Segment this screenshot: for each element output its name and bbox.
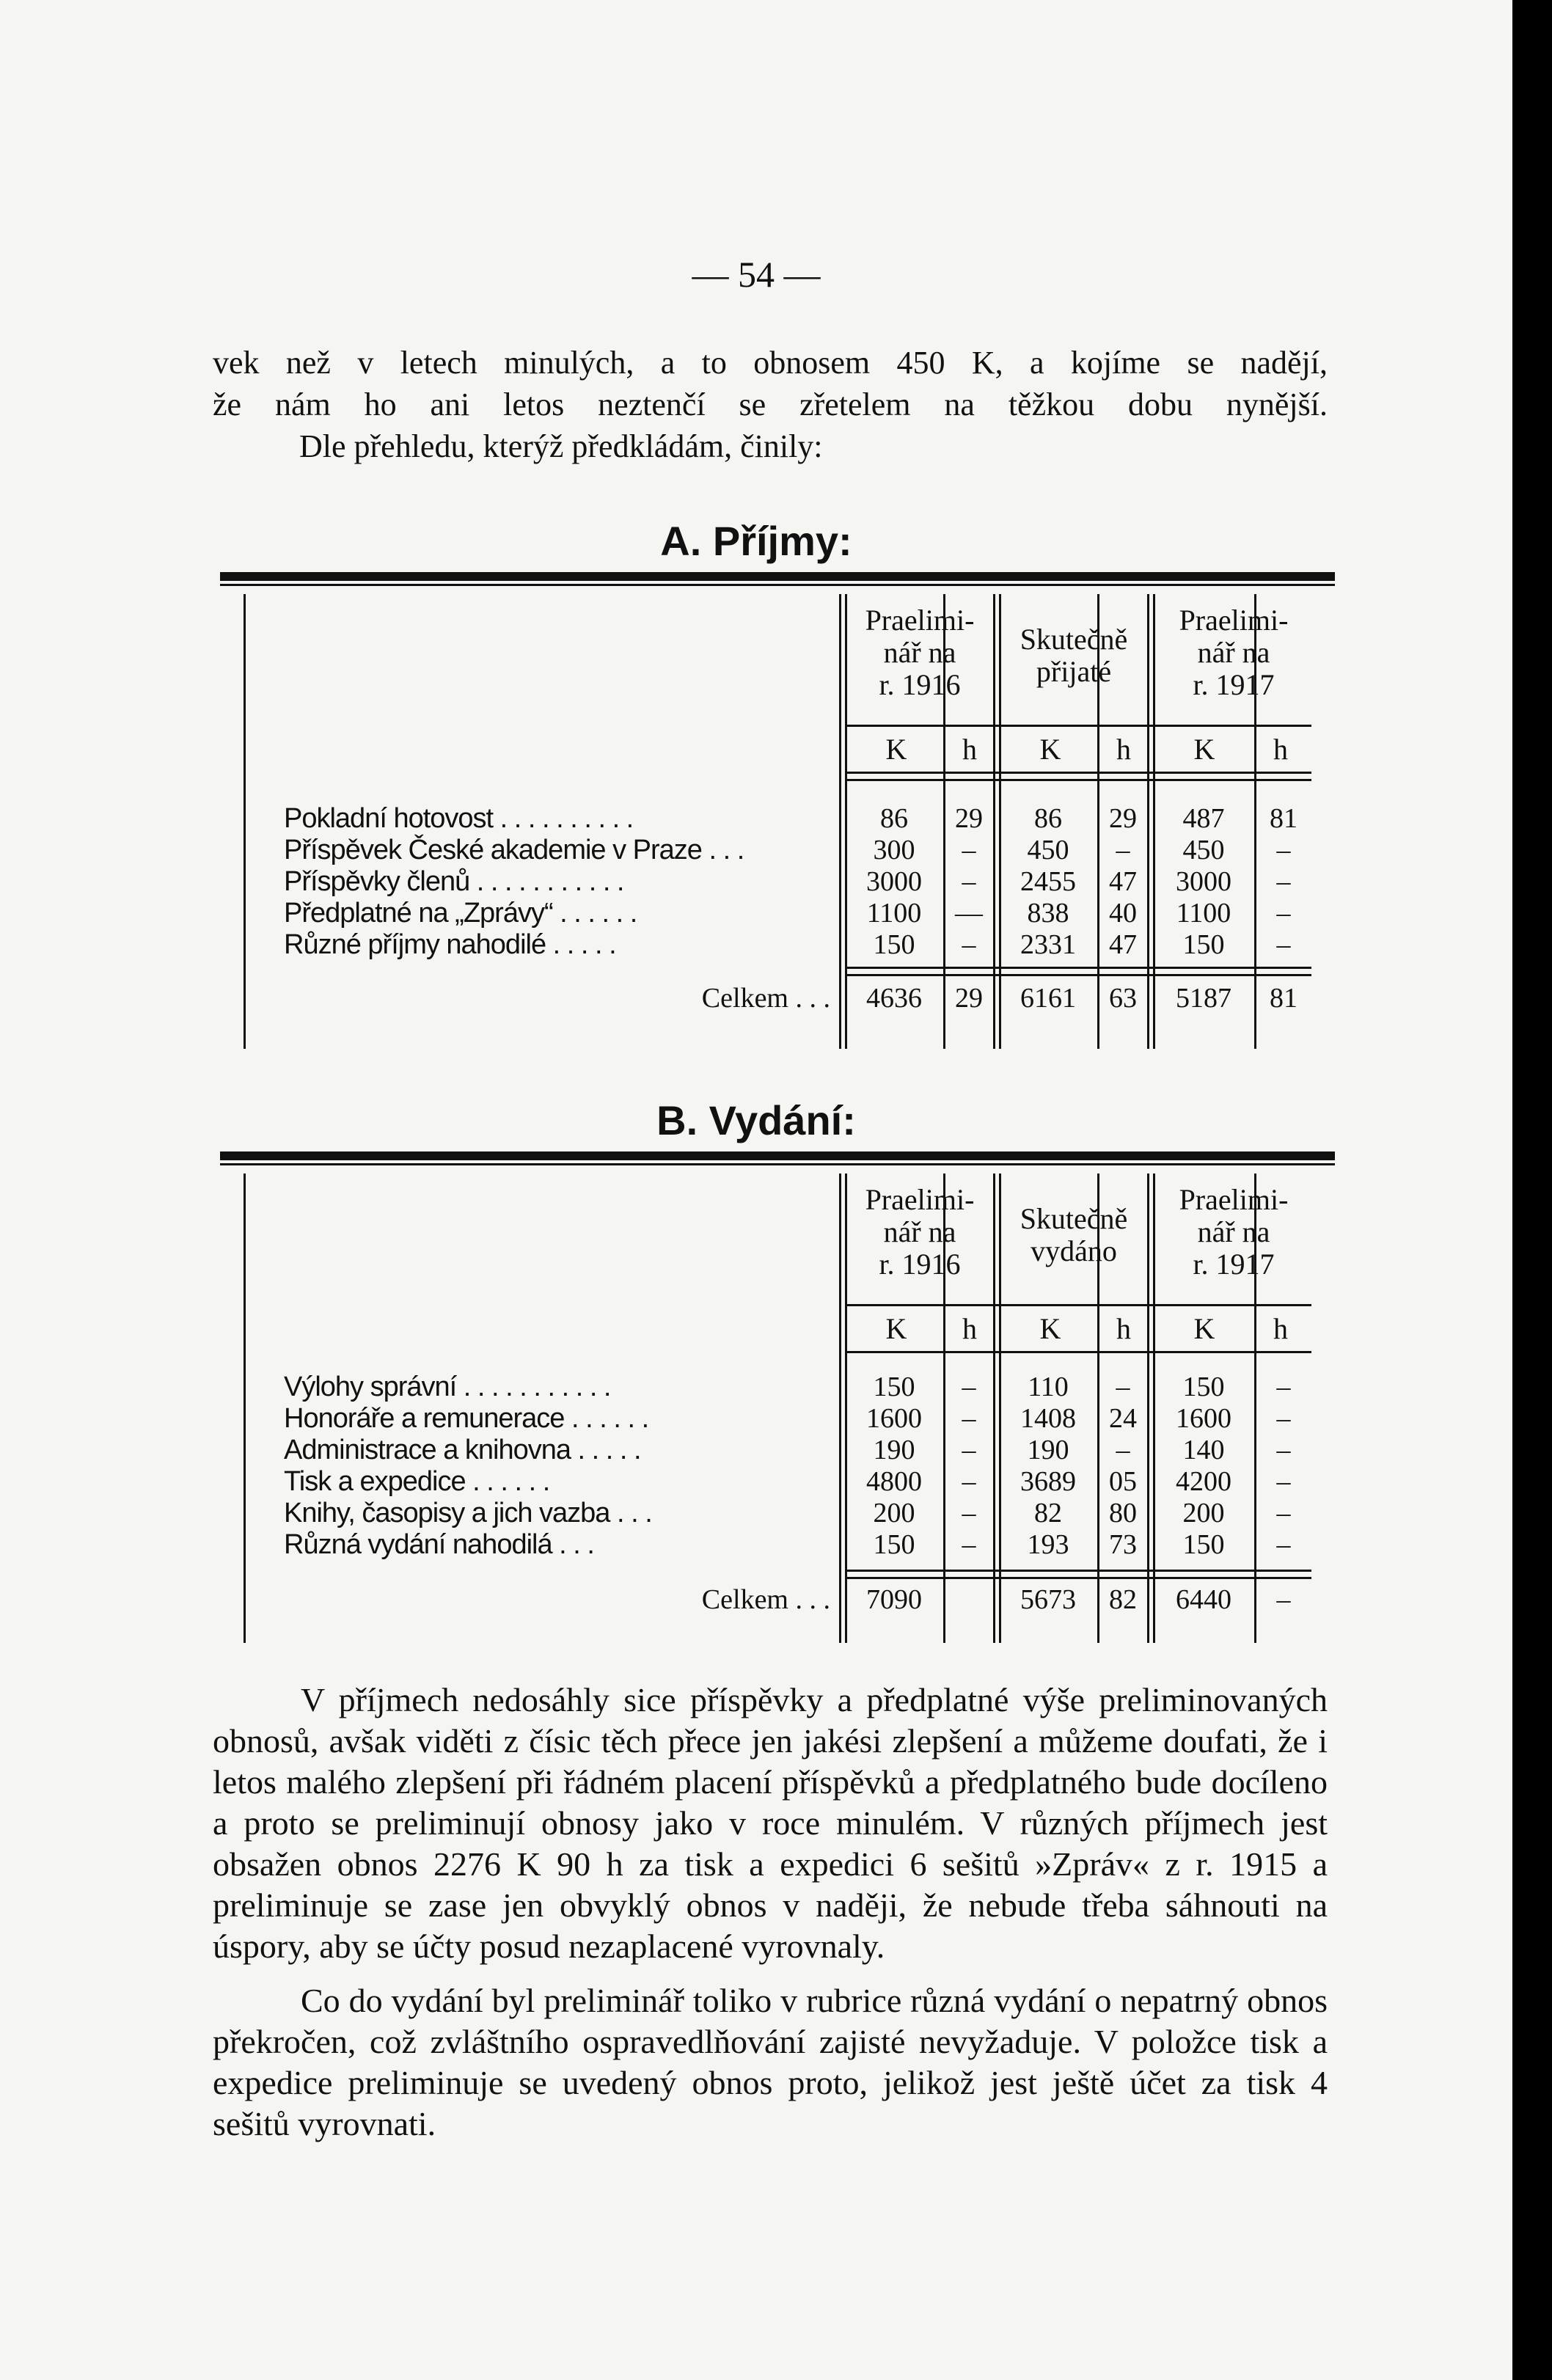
income-sub-h1: h [962,733,977,766]
expense-cell: – [962,1372,976,1402]
income-cell: — [955,898,983,929]
income-cell: 487 [1182,803,1225,834]
expense-sub-h2: h [1116,1312,1131,1345]
expense-cell: – [1116,1372,1130,1402]
expense-cell: – [962,1498,976,1528]
expense-row-label: Výlohy správní . . . . . . . . . . . [284,1372,611,1402]
expense-cell: – [1276,1466,1291,1497]
expense-cell: 1600 [1176,1403,1231,1434]
section-b-top-rule [220,1151,1335,1160]
expense-cell: 82 [1034,1498,1062,1528]
income-row [244,929,1311,961]
income-cell: 29 [1109,803,1137,834]
income-sub-k1: K [885,733,907,766]
income-cell: 450 [1182,835,1225,865]
expense-cell: – [962,1403,976,1434]
income-total-cell: 4636 [866,983,922,1014]
income-cell: 1100 [1176,898,1231,929]
intro-text [213,342,1328,467]
expense-row-label: Administrace a knihovna . . . . . [284,1435,641,1465]
income-cell: 450 [1027,835,1069,865]
income-row [244,866,1311,898]
expense-row-label: Různá vydání nahodilá . . . [284,1529,594,1560]
expense-row [244,1466,1311,1498]
expense-cell: 05 [1109,1466,1137,1497]
expense-sub-h1: h [962,1312,977,1345]
expense-total-label: Celkem . . . [701,1584,830,1615]
expense-row [244,1435,1311,1466]
expense-cell: – [962,1466,976,1497]
income-cell: 2455 [1020,866,1076,897]
expense-col-prelim-1916: Praelimi- nář na r. 1916 [865,1183,975,1281]
expense-cell: 4800 [866,1466,922,1497]
income-cell: – [1116,835,1130,865]
expense-cell: 150 [1182,1372,1225,1402]
income-row-label: Příspěvek České akademie v Praze . . . [284,835,744,865]
income-row [244,898,1311,929]
section-a-top-rule [220,572,1335,581]
income-total-row [244,983,1311,1014]
income-cell: – [962,866,976,897]
intro-line-2: že nám ho ani letos neztenčí se zřetelem na těžkou dobu nynější. [213,387,1328,422]
income-cell: – [1276,929,1291,960]
expense-total-cell: 82 [1109,1584,1137,1615]
income-cell: 838 [1027,898,1069,929]
income-row-label: Předplatné na „Zprávy“ . . . . . . [284,898,637,929]
section-b-top-rule-thin [220,1163,1335,1165]
body-text [213,1680,1328,2158]
income-col-prelim-1916: Praelimi- nář na r. 1916 [865,604,975,701]
income-table [244,594,1311,1049]
expense-cell: – [1116,1435,1130,1465]
expense-cell: – [1276,1529,1291,1560]
expense-row-label: Knihy, časopisy a jich vazba . . . [284,1498,652,1528]
expense-sub-h3: h [1273,1312,1288,1345]
income-cell: 29 [955,803,983,834]
income-col-actual: Skutečně přijaté [1020,623,1128,688]
expense-cell: 200 [873,1498,915,1528]
expense-cell: – [962,1529,976,1560]
section-b-title: B. Vydání: [656,1097,856,1143]
expense-col-actual: Skutečně vydáno [1020,1202,1128,1267]
expense-col-prelim-1917: Praelimi- nář na r. 1917 [1179,1183,1289,1281]
income-cell: 150 [1182,929,1225,960]
income-total-label: Celkem . . . [701,983,830,1014]
income-cell: 81 [1270,803,1297,834]
expense-cell: – [962,1435,976,1465]
income-sub-h3: h [1273,733,1288,766]
expense-total-cell: 7090 [866,1584,922,1615]
income-total-cell: 63 [1109,983,1137,1014]
expense-row-label: Honoráře a remunerace . . . . . . [284,1403,649,1434]
section-a-title: A. Příjmy: [660,518,852,564]
expense-sub-k3: K [1193,1312,1215,1345]
income-row-label: Pokladní hotovost . . . . . . . . . . [284,803,634,834]
expense-cell: 150 [873,1372,915,1402]
income-row-label: Příspěvky členů . . . . . . . . . . . [284,866,624,897]
income-cell: 300 [873,835,915,865]
expense-cell: – [1276,1372,1291,1402]
expense-cell: 1600 [866,1403,922,1434]
expense-cell: 3689 [1020,1466,1076,1497]
expense-table [244,1173,1311,1643]
income-cell: 150 [873,929,915,960]
expense-cell: 150 [873,1529,915,1560]
expense-total-cell: – [1276,1584,1291,1615]
income-cell: 40 [1109,898,1137,929]
income-total-cell: 6161 [1020,983,1076,1014]
income-cell: 47 [1109,866,1137,897]
section-a-top-rule-thin [220,584,1335,586]
income-cell: – [1276,898,1291,929]
expense-cell: 193 [1027,1529,1069,1560]
income-row-label: Různé příjmy nahodilé . . . . . [284,929,616,960]
income-row [244,803,1311,835]
expense-row [244,1529,1311,1561]
income-sub-k2: K [1039,733,1061,766]
intro-line-1: vek než v letech minulých, a to obnosem 450 K, a kojíme se nadějí, [213,345,1328,381]
expense-total-cell: 6440 [1176,1584,1231,1615]
expense-cell: 140 [1182,1435,1225,1465]
expense-total-cell: 5673 [1020,1584,1076,1615]
expense-total-row [244,1584,1311,1616]
expense-cell: 190 [1027,1435,1069,1465]
paragraph-2: Co do vydání byl preliminář toliko v rubrice různá vydání o nepatrný obnos překročen, což zvláštního ospravedlňování zajisté nevyžaduje. V položce tisk a expedice preliminuje se uvedený obnos proto, jelikož jest ještě účet za tisk 4 sešitů vyrovnati. [213,1982,1328,2142]
expense-cell: 24 [1109,1403,1137,1434]
expense-row [244,1403,1311,1435]
expense-cell: 1408 [1020,1403,1076,1434]
expense-cell: 190 [873,1435,915,1465]
expense-cell: 150 [1182,1529,1225,1560]
paragraph-1: V příjmech nedosáhly sice příspěvky a předplatné výše preliminovaných obnosů, avšak viděti z čísic těch přece jen jakési zlepšení a můžeme doufati, že i letos malého zlepšení při řádném placení příspěvků a předplatného bude docíleno a proto se preliminují obnosy jako v roce minulém. V různých příjmech jest obsažen obnos 2276 K 90 h za tisk a expedici 6 sešitů »Zpráv« z r. 1915 a preliminuje se zase jen obvyklý obnos v naději, že nebude třeba sáhnouti na úspory, aby se účty posud nezaplacené vyrovnaly. [213,1681,1328,1965]
expense-cell: 200 [1182,1498,1225,1528]
page-number: — 54 — [692,254,821,295]
expense-cell: 110 [1028,1372,1069,1402]
income-cell: 3000 [1176,866,1231,897]
expense-cell: 80 [1109,1498,1137,1528]
expense-sub-k1: K [885,1312,907,1345]
intro-line-3: Dle přehledu, kterýž předkládám, činily: [299,428,823,464]
income-cell: 86 [1034,803,1062,834]
income-cell: – [1276,866,1291,897]
income-cell: 47 [1109,929,1137,960]
expense-cell: – [1276,1403,1291,1434]
income-cell: 86 [880,803,908,834]
expense-row [244,1372,1311,1403]
expense-cell: – [1276,1435,1291,1465]
expense-cell: 4200 [1176,1466,1231,1497]
income-row [244,835,1311,866]
income-cell: – [1276,835,1291,865]
expense-row [244,1498,1311,1529]
income-cell: 2331 [1020,929,1076,960]
income-sub-k3: K [1193,733,1215,766]
income-cell: – [962,835,976,865]
income-cell: 3000 [866,866,922,897]
income-total-cell: 5187 [1176,983,1231,1014]
expense-cell: 73 [1109,1529,1137,1560]
income-sub-h2: h [1116,733,1131,766]
expense-sub-k2: K [1039,1312,1061,1345]
income-col-prelim-1917: Praelimi- nář na r. 1917 [1179,604,1289,701]
income-cell: – [962,929,976,960]
expense-cell: – [1276,1498,1291,1528]
income-total-cell: 29 [955,983,983,1014]
expense-row-label: Tisk a expedice . . . . . . [284,1466,550,1497]
income-cell: 1100 [866,898,922,929]
income-total-cell: 81 [1270,983,1297,1014]
